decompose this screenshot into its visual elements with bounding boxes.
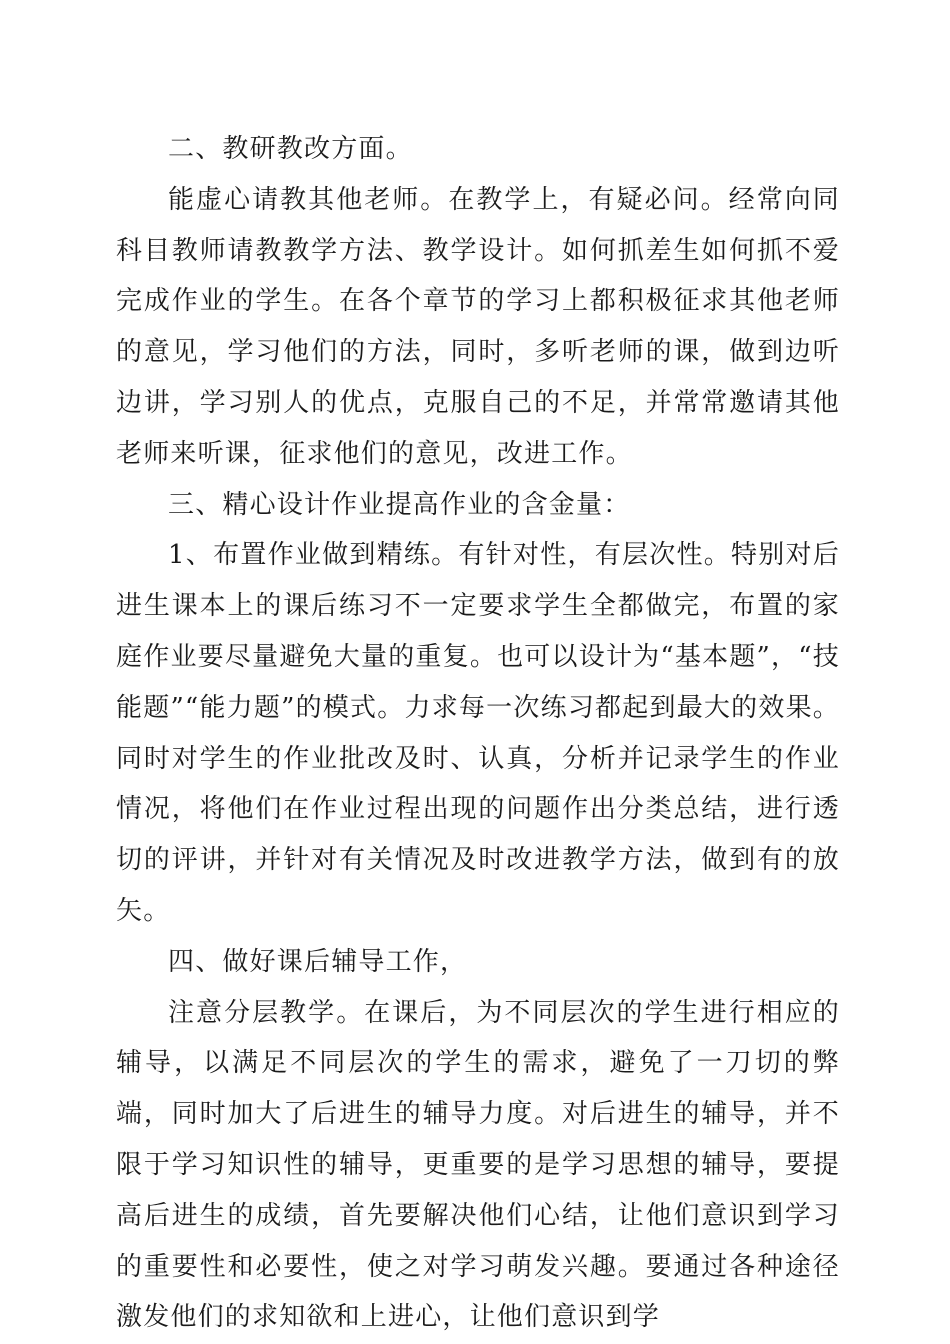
paragraph-homework-design: 1、布置作业做到精练。有针对性，有层次性。特别对后进生课本上的课后练习不一定要求学生全都做完，布置的家庭作业要尽量避免大量的重复。也可以设计为“基本题”，“技能题”“能力题”的模式。力求每一次练习都起到最大的效果。同时对学生的作业批改及时、认真，分析并记录学生的作业情况，将他们在作业过程出现的问题作出分类总结，进行透切的评讲，并针对有关情况及时改进教学方法，做到有的放矢。 <box>116 540 840 926</box>
section-heading-research: 二、教研教改方面。 <box>168 134 413 164</box>
section-heading-homework: 三、精心设计作业提高作业的含金量： <box>168 489 631 520</box>
document-body <box>116 124 840 1343</box>
section-heading-tutoring: 四、做好课后辅导工作， <box>168 946 468 977</box>
paragraph-tutoring: 注意分层教学。在课后，为不同层次的学生进行相应的辅导，以满足不同层次的学生的需求，避免了一刀切的弊端，同时加大了后进生的辅导力度。对后进生的辅导，并不限于学习知识性的辅导，更重要的是学习思想的辅导，要提高后进生的成绩，首先要解决他们心结，让他们意识到学习的重要性和必要性，使之对学习萌发兴趣。要通过各种途径激发他们的求知欲和上进心，让他们意识到学 <box>116 997 840 1333</box>
paragraph-consult-teachers: 能虚心请教其他老师。在教学上，有疑必问。经常向同科目教师请教教学方法、教学设计。如何抓差生如何抓不爱完成作业的学生。在各个章节的学习上都积极征求其他老师的意见，学习他们的方法，同时，多听老师的课，做到边听边讲，学习别人的优点，克服自己的不足，并常常邀请其他老师来听课，征求他们的意见，改进工作。 <box>116 184 840 469</box>
